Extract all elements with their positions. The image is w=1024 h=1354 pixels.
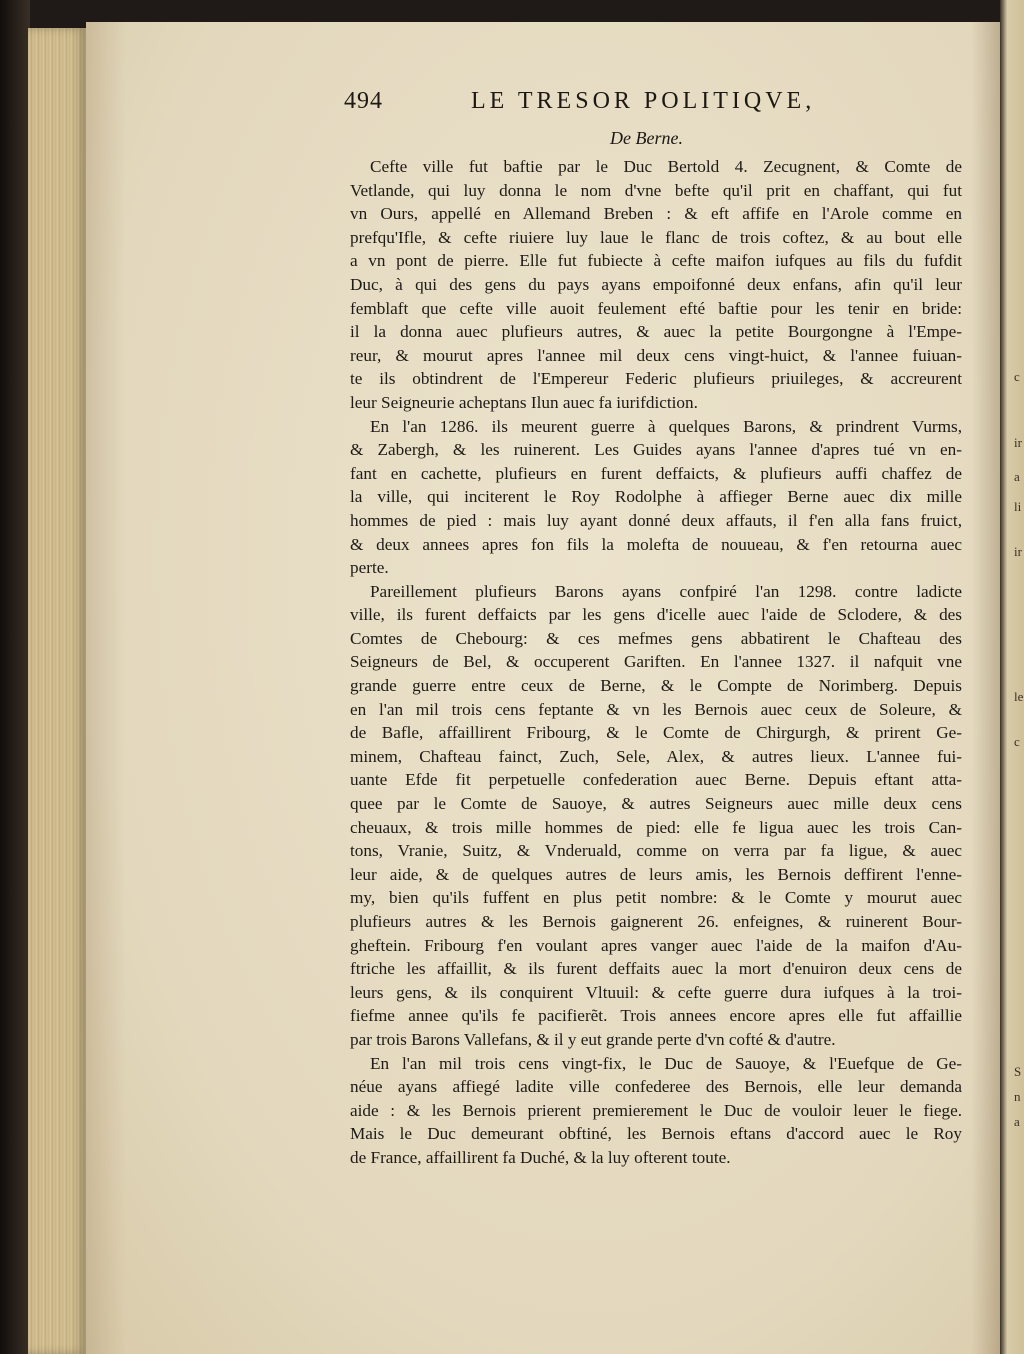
text-line: grande guerre entre ceux de Berne, & le Compte de Norimberg. Depuis [350, 676, 962, 696]
edge-fragment: S [1014, 1064, 1022, 1079]
text-line: ville, ils furent deffaicts par les gens d'icelle auec l'aide de Sclodere, & des [350, 605, 962, 625]
edge-fragment: li [1014, 499, 1022, 514]
paragraph [350, 155, 962, 415]
text-line: par trois Barons Vallefans, & il y eut grande perte d'vn cofté & d'autre. [350, 1029, 836, 1049]
paragraph [350, 415, 962, 580]
edge-fragment: a [1014, 1114, 1020, 1129]
text-line: Seigneurs de Bel, & occuperent Gariften. En l'annee 1327. il nafquit vne [350, 652, 962, 672]
text-line: my, bien qu'ils fuffent en plus petit nombre: & le Comte y mourut auec [350, 888, 962, 908]
text-line: Mais le Duc demeurant obftiné, les Bernois eftans d'accord auec le Roy [350, 1124, 962, 1144]
text-line: a vn pont de pierre. Elle fut fubiecte à cefte maifon iufques au fils du fufdit [350, 251, 962, 271]
text-line: Cefte ville fut baftie par le Duc Bertold 4. Zecugnent, & Comte de [370, 157, 962, 176]
text-line: prefqu'Ifle, & cefte riuiere luy laue le flanc de trois coftez, & au bout elle [350, 227, 962, 247]
text-line: leur Seigneurie acheptans Ilun auec fa iurifdiction. [350, 392, 698, 412]
edge-fragment: c [1014, 369, 1020, 384]
edge-fragment: ir [1014, 435, 1022, 450]
text-line: la ville, qui inciterent le Roy Rodolphe à affieger Berne auec dix mille [350, 487, 962, 507]
text-line: Pareillement plufieurs Barons ayans confpiré l'an 1298. contre ladicte [370, 581, 962, 601]
text-line: te ils obtindrent de l'Empereur Federic plufieurs priuileges, & accreurent [350, 369, 962, 389]
paragraph [350, 580, 962, 1052]
text-line: plufieurs autres & les Bernois gaignerent 26. enfeignes, & ruinerent Bour- [350, 912, 962, 931]
text-line: quee par le Comte de Sauoye, & autres Seigneurs auec mille deux cens [350, 794, 962, 814]
text-line: En l'an mil trois cens vingt-fix, le Duc de Sauoye, & l'Euefque de Ge- [370, 1053, 962, 1073]
facing-page-edge [1000, 0, 1024, 1354]
text-line: uante Efde fit perpetuelle confederation auec Berne. Depuis eftant atta- [350, 770, 962, 790]
book-spine-shadow [0, 0, 30, 1354]
text-line: aide : & les Bernois prierent premierement le Duc de vouloir leuer le fiege. [350, 1100, 962, 1120]
text-line: de Bafle, affaillirent Fribourg, & le Comte de Chirgurgh, & prirent Ge- [350, 723, 962, 743]
body-text [350, 155, 962, 1170]
text-line: fiefme annee qu'ils fe pacifierẽt. Trois annees encore apres elle fut affaillie [350, 1006, 962, 1026]
text-line: & Zabergh, & les ruinerent. Les Guides ayans l'annee d'apres tué vn en- [350, 440, 962, 460]
edge-fragment: c [1014, 734, 1020, 749]
text-line: gheftein. Fribourg f'en voulant apres vanger auec l'aide de la maifon d'Au- [350, 935, 962, 955]
text-line: En l'an 1286. ils meurent guerre à quelques Barons, & prindrent Vurms, [370, 416, 962, 436]
paragraph [350, 1052, 962, 1170]
edge-fragment: ir [1014, 544, 1022, 559]
edge-fragment: n [1014, 1089, 1021, 1104]
text-line: leur aide, & de quelques autres de leurs amis, les Bernois deffirent l'enne- [350, 864, 962, 884]
text-line: néue ayans affiegé ladite ville confederee des Bernois, elle leur demanda [350, 1077, 962, 1097]
text-line: fant en cachette, plufieurs en furent deffaicts, & plufieurs auffi chaffez de [350, 463, 962, 483]
text-line: Vetlande, qui luy donna le nom d'vne befte qu'il prit en chaffant, qui fut [350, 180, 962, 200]
text-line: il la donna auec plufieurs autres, & auec la petite Bourgongne à l'Empe- [350, 322, 962, 342]
text-line: de France, affaillirent fa Duché, & la luy ofterent toute. [350, 1147, 731, 1167]
text-line: Comtes de Chebourg: & ces mefmes gens abbatirent le Chafteau des [350, 628, 962, 648]
page-edges [28, 28, 86, 1354]
text-line: vn Ours, appellé en Allemand Breben : & eft affife en l'Arole comme en [350, 204, 962, 224]
running-head: LE TRESOR POLITIQVE, [471, 88, 816, 114]
text-line: en l'an mil trois cens feptante & vn les Bernois auec ceux de Soleure, & [350, 699, 962, 719]
text-line: Duc, à qui des gens du pays ayans empoifonné deux enfans, afin qu'il leur [350, 274, 962, 294]
text-line: reur, & mourut apres l'annee mil deux cens vingt-huict, & l'annee fuiuan- [350, 345, 962, 365]
text-line: perte. [350, 558, 389, 578]
text-line: tons, Vranie, Suitz, & Vnderuald, comme on verra par fa ligue, & auec [350, 841, 962, 861]
edge-fragment: a [1014, 469, 1020, 484]
page-header [336, 86, 896, 120]
text-line: ftriche les affaillit, & ils furent deffaits auec la mort d'enuiron deux cens de [350, 959, 962, 979]
page-number: 494 [344, 88, 383, 114]
text-line: femblaft que cefte ville auoit feulement efté baftie pour les tenir en bride: [350, 298, 962, 318]
section-title: De Berne. [610, 128, 683, 148]
edge-fragment: le [1014, 689, 1024, 704]
text-line: minem, Chafteau fainct, Zuch, Sele, Alex, & autres lieux. L'annee fui- [350, 746, 962, 766]
text-line: hommes de pied : mais luy ayant donné deux affauts, il f'en alla fans fruict, [350, 510, 962, 530]
text-line: & deux annees apres fon fils la molefta de nouueau, & f'en retourna auec [350, 534, 962, 554]
text-line: leurs gens, & ils conquirent Vltuuil: & cefte guerre dura iufques à la troi- [350, 982, 962, 1002]
text-line: cheuaux, & trois mille hommes de pied: elle fe ligua auec les trois Can- [350, 817, 962, 837]
